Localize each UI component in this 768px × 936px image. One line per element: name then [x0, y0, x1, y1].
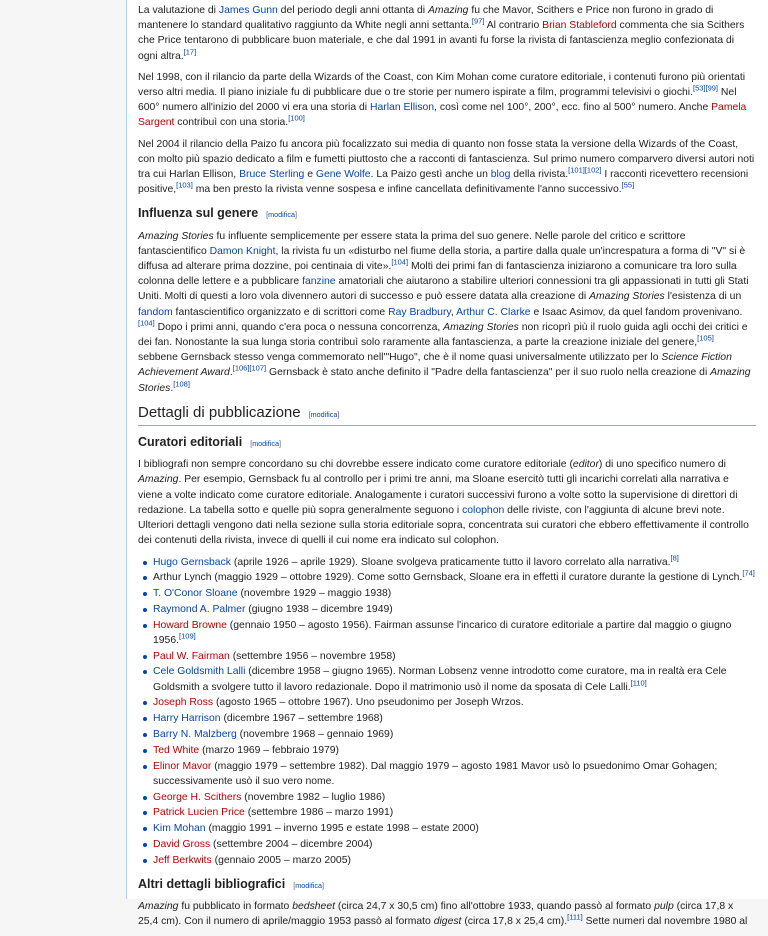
ref-104b[interactable]: [104]	[138, 318, 155, 328]
ref-55[interactable]: [55]	[621, 180, 635, 190]
link-pamela-sargent[interactable]: Pamela Sargent	[138, 102, 747, 129]
editor-name-link[interactable]: Hugo Gernsback	[153, 556, 231, 568]
paragraph-formats: Amazing fu pubblicato in formato bedsheet (circa 24,7 x 30,5 cm) fino all'ottobre 1933, quando passò al formato pulp (circa 17,8 x 25,4 cm). Con il numero di aprile/maggio 1953 passò al formato digest (circa 17,8 x 25,4 cm).[111] Sette numeri dal novembre 1980 al	[138, 901, 748, 928]
ref-103[interactable]: [103]	[176, 180, 193, 190]
list-item	[153, 618, 756, 648]
editor-description: (novembre 1929 – maggio 1938)	[237, 588, 392, 600]
edit-link-altri[interactable]: [modifica]	[293, 881, 324, 891]
list-item	[153, 790, 756, 805]
link-ray-bradbury[interactable]: Ray Bradbury	[388, 306, 451, 318]
editor-ref[interactable]: [74]	[742, 568, 755, 578]
editor-description: (maggio 1929 – ottobre 1929). Come sotto Gernsback, Sloane era in effetti il curatore durante la gestione di Lynch.	[211, 572, 743, 584]
link-harlan-ellison[interactable]: Harlan Ellison	[369, 102, 435, 114]
editor-description: (novembre 1982 – luglio 1986)	[241, 791, 386, 803]
editor-description: (settembre 1956 – novembre 1958)	[229, 650, 396, 662]
ref-53-99[interactable]: [53][99]	[693, 83, 719, 93]
list-item	[153, 805, 756, 820]
editor-name-link[interactable]: Jeff Berkwits	[153, 854, 212, 866]
link-arthur-c-clarke[interactable]: Arthur C. Clarke	[456, 306, 531, 318]
editor-description: (novembre 1968 – gennaio 1969)	[236, 729, 394, 741]
editor-name-link[interactable]: Elinor Mavor	[153, 760, 212, 772]
list-item	[153, 695, 756, 710]
paragraph-influence: Amazing Stories fu influente semplicemente per essere stata la prima del suo genere. Nelle parole del critico e scrittore fantascientifico Damon Knight, la rivista fu un «disturbo nel fiume della storia, a partire dalla quale un'increspatura a forma di "V" si è diffusa ad alterare prima dozzine, poi centinaia di vite».[104] Molti dei primi fan di fantascienza iniziarono a comunicare tra loro sulla colonna delle lettere e a pubblicare fanzine amatoriali che aiutarono a stabilire ulteriori connessioni tra gli appassionati in tutti gli Stati Uniti. Molti di questi a loro vola divennero autori di successo e può essere datata alla creazione di Amazing Stories l'esistenza di un fandom fantascientifico organizzato e di scrittori come Ray Bradbury, Arthur C. Clarke e Isaac Asimov, da quel fandom provenivano.[104] Dopo i primi anni, quando c'era poca o nessuna concorrenza, Amazing Stories non ricoprì più il ruolo guida agli occhi dei critici e dei fan. Nonostante la sua lunga storia contribuì solo raramente alla fantascienza, a parte la creazione iniziale del genere,[105] sebbene Gernsback stesso venga commemorato nell'"Hugo", che è il nome quasi universalmente utilizzato per lo Science Fiction Achievement Award.[106][107] Gernsback è stato anche definito il "Padre della fantascienza" per il suo ruolo nella creazione di Amazing Stories.[108]	[138, 230, 751, 394]
heading-influenza: Influenza sul genere [modifica]	[138, 206, 297, 221]
link-gene-wolfe[interactable]: Gene Wolfe	[315, 169, 371, 181]
list-item	[153, 853, 756, 868]
link-james-gunn[interactable]: James Gunn	[218, 5, 278, 16]
editor-description: (dicembre 1967 – settembre 1968)	[220, 713, 383, 725]
paragraph-2004-relaunch: Nel 2004 il rilancio della Paizo fu ancora più focalizzato sui media di quanto non fosse stata la versione della Wizards of the Coast, con molto più spazio dedicato a film e fumetti piuttosto che a racconti di fantascienza. Sul primo numero comparvero diversi autori noti tra cui Harlan Ellison, Bruce Sterling e Gene Wolfe. La Paizo gestì anche un blog della rivista.[101][102] I racconti ricevettero recensioni positive,[103] ma ben presto la rivista venne sospesa e infine cancellata definitivamente l'anno successivo.[55]	[138, 138, 755, 196]
editor-ref[interactable]: [110]	[630, 678, 647, 688]
editor-name-link[interactable]: Paul W. Fairman	[153, 650, 230, 662]
editor-ref[interactable]: [109]	[179, 631, 196, 641]
editor-name-link[interactable]: Barry N. Malzberg	[153, 729, 237, 741]
list-item	[153, 821, 756, 836]
edit-link-dettagli[interactable]: [modifica]	[308, 409, 340, 419]
editor-description: (dicembre 1958 – giugno 1965). Norman Lobsenz venne introdotto come curatore, ma in realtà era Cele Goldsmith a svolgere tutto il lavoro redazionale. Dopo il matrimonio usò il nome da sposata di Cele Lalli.	[153, 666, 727, 693]
list-item	[153, 586, 756, 601]
list-item	[153, 555, 756, 570]
heading-altri: Altri dettagli bibliografici [modifica]	[138, 877, 324, 892]
link-damon-knight[interactable]: Damon Knight	[209, 245, 276, 257]
editor-description: (agosto 1965 – ottobre 1967). Uno pseudonimo per Joseph Wrzos.	[213, 697, 524, 709]
editor-description: (maggio 1979 – settembre 1982). Dal maggio 1979 – agosto 1981 Mavor usò lo psuedonimo Omar Gohagen; successivamente usò il suo vero nome.	[153, 760, 718, 787]
ref-111[interactable]: [111]	[567, 913, 583, 922]
editor-description: (settembre 1986 – marzo 1991)	[244, 807, 394, 819]
ref-97[interactable]: [97]	[471, 16, 485, 26]
editor-name-link[interactable]: Ted White	[153, 744, 200, 756]
ref-101-102[interactable]: [101][102]	[568, 165, 602, 175]
link-fandom[interactable]: fandom	[138, 306, 173, 318]
link-bruce-sterling[interactable]: Bruce Sterling	[239, 169, 305, 181]
list-item	[153, 759, 756, 789]
heading-curatori: Curatori editoriali [modifica]	[138, 435, 281, 450]
link-colophon[interactable]: colophon	[462, 504, 505, 516]
editor-name-link[interactable]: Raymond A. Palmer	[153, 603, 246, 615]
ref-106-107[interactable]: [106][107]	[232, 364, 267, 373]
editor-name-link[interactable]: Kim Mohan	[153, 823, 206, 835]
editor-name-link[interactable]: T. O'Conor Sloane	[153, 588, 238, 600]
edit-link-curatori[interactable]: [modifica]	[250, 439, 281, 449]
heading-dettagli: Dettagli di pubblicazione [modifica]	[138, 405, 756, 426]
paragraph-1980s-valuation: La valutazione di James Gunn del periodo degli anni ottanta di Amazing fu che Mavor, Scithers e Price non furono in grado di mantenere lo standard qualitativo raggiunto da White negli anni settanta.[97] Al contrario Brian Stableford commenta che sia Scithers che Price tentarono di pubblicare buon materiale, e che dal 1991 in avanti fu forse la rivista di fantascienza meglio confezionata di ogni altra.[17]	[138, 5, 745, 62]
editor-description: (gennaio 2005 – marzo 2005)	[211, 854, 351, 866]
editor-name-link: Arthur Lynch	[153, 572, 212, 584]
paragraph-1998-relaunch: Nel 1998, con il rilancio da parte della Wizards of the Coast, con Kim Mohan come curatore editoriale, i contenuti furono più orientati verso altri media. Il piano iniziale fu di pubblicare due o tre storie per numero ispirate a film, programmi televisivi o giochi.[53][99] Nel 600° numero all'inizio del 2000 vi era una storia di Harlan Ellison, così come nel 100°, 200°, ecc. fino al 500° numero. Anche Pamela Sargent contribuì con una storia.[100]	[138, 71, 747, 129]
editor-description: (settembre 2004 – dicembre 2004)	[210, 839, 373, 851]
ref-105[interactable]: [105]	[697, 333, 714, 343]
editor-name-link[interactable]: Howard Browne	[153, 619, 227, 631]
editor-description: (marzo 1969 – febbraio 1979)	[199, 744, 339, 756]
ref-17[interactable]: [17]	[183, 47, 197, 57]
list-item	[153, 743, 756, 758]
editor-name-link[interactable]: David Gross	[153, 839, 211, 851]
editors-list	[138, 555, 756, 869]
list-item	[153, 711, 756, 726]
editor-description: (gennaio 1950 – agosto 1956). Fairman assunse l'incarico di curatore editoriale a partire dal maggio o giugno 1956.	[153, 619, 732, 646]
list-item	[153, 837, 756, 852]
list-item	[153, 570, 756, 585]
editor-description: (giugno 1938 – dicembre 1949)	[245, 603, 393, 615]
ref-104a[interactable]: [104]	[391, 257, 409, 267]
list-item	[153, 602, 756, 617]
editor-name-link[interactable]: Joseph Ross	[153, 697, 214, 709]
editor-ref[interactable]: [8]	[670, 553, 679, 563]
editor-name-link[interactable]: Harry Harrison	[153, 713, 221, 725]
ref-100[interactable]: [100]	[288, 113, 305, 123]
ref-108[interactable]: [108]	[173, 379, 190, 389]
article-page	[126, 0, 768, 928]
link-blog[interactable]: blog	[490, 169, 511, 181]
editor-name-link[interactable]: Patrick Lucien Price	[153, 807, 245, 819]
editor-description: (aprile 1926 – aprile 1929). Sloane svolgeva praticamente tutto il lavoro correlato alla narrativa.	[230, 556, 671, 568]
list-item	[153, 664, 756, 694]
editor-name-link[interactable]: Cele Goldsmith Lalli	[153, 666, 246, 678]
editor-name-link[interactable]: George H. Scithers	[153, 791, 242, 803]
article-content	[138, 3, 756, 936]
link-brian-stableford[interactable]: Brian Stableford	[542, 20, 617, 32]
editor-description: (maggio 1991 – inverno 1995 e estate 1998 – estate 2000)	[205, 823, 479, 835]
list-item	[153, 727, 756, 742]
paragraph-editors-intro: I bibliografi non sempre concordano su chi dovrebbe essere indicato come curatore editoriale (editor) di uno specifico numero di Amazing. Per esempio, Gernsback fu al controllo per i primi tre anni, ma Sloane esercitò tutti gli incarichi correlati alla narrativa e viene a volte indicato come curatore editoriale. Analogamente i curatori successivi furono a volte sotto la supervisione di direttori di redazione. La tabella sotto e quelle più sopra generalmente seguono i colophon delle riviste, con l'aggiunta di alcune brevi note. Ulteriori dettagli vengono dati nella sezione sulla storia editoriale sopra, concentrata sui curatori che ebbero effettivamente il controllo dei contenuti della rivista, invece di quelli il cui nome era indicato sul colophon.	[138, 459, 749, 547]
edit-link-influenza[interactable]: [modifica]	[266, 210, 297, 220]
list-item	[153, 649, 756, 664]
link-fanzine[interactable]: fanzine	[302, 276, 336, 288]
